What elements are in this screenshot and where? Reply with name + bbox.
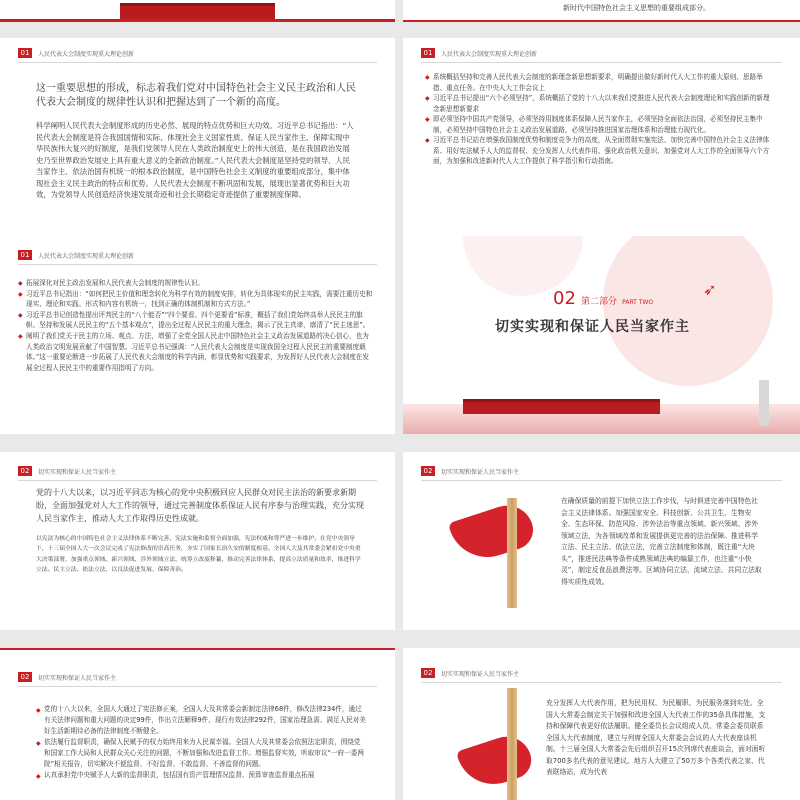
body-text: 充分发挥人大代表作用，把为民用权、为民履职、为民服务落到实处。全国人大常委会制定关于加强和改进全国人大代表工作的35条具体措施，支持和保障代表更好依法履职。健全委员长会议组成人员、常委会委员联系全国人大代表制度，建立与列席全国人大常委会会议的人大代表座谈机制。十三届全国人大常委会先后组织召开15次列席代表座谈会，面对面听取700多名代表的意见建议。地方人大建立了50万多个各类代表之家、代表联络站，成为代表 [546,699,766,776]
slide-d [403,236,800,434]
slide-top-left [0,0,395,22]
slide-header [421,48,537,58]
slide-b [403,38,800,258]
list-item: ◆ 拓展深化对民主政治发展和人民代表大会制度的规律性认识。 [18,278,374,289]
header-rule [18,264,377,265]
huabiao-pillar [507,688,517,800]
red-flag-graphic [456,730,536,793]
section-title: 人民代表大会制度实现重大理论创新 [38,252,135,260]
section-number: 02 [421,466,435,476]
part-title: 切实实现和保证人民当家作主 [495,319,690,335]
list-item: ◆ 习近平总书记站在增强我国制度优势和制度竞争力的高度，从全面贯彻实施宪法、加快完善中国特色社会主义法律体系、用好宪法赋予人大的监督权、充分发挥人大代表作用、强化政治机关意识、加强党对人大工作的全面领导六个方面，为加强和改进新时代人大工作提供了科学指引和行动指南。 [425,135,775,167]
section-number: 01 [18,48,32,58]
bottom-rule [0,19,395,22]
slide-header [421,668,519,678]
section-number: 02 [421,668,435,678]
red-flag-graphic [448,499,538,567]
slide-c [0,236,395,434]
slide-header [18,48,134,58]
list-item: ◆ 认真承担党中央赋予人大新的监督职责，包括国有资产管理情况监督、预算审查监督重点拓展 [36,770,366,781]
bird-icon: ➶ [703,280,717,299]
section-title: 人民代表大会制度实现重大理论创新 [441,50,538,58]
slide-h [403,648,800,800]
part-english: PART TWO [622,299,654,306]
body-text: 在确保质量的前提下加快立法工作步伐，与时俱进完善中国特色社会主义法律体系。加强国家安全、科技创新、公共卫生、生物安全、生态环保、防范风险、涉外法治等重点领域、新兴领域、涉外领域立法，为各领域改革和发展提供更完善的法治保障。推进科学立法、民主立法、依法立法，完善立法制度和体制，既注重“大块头”，推进民法典等条件成熟领域法典的编纂工作，也注重“小快灵”，制定反食品浪费法等。区域协同立法、流域立法、共同立法取得实质性成效。 [561,497,762,586]
slide-top-right [403,0,800,22]
header-rule [421,682,782,683]
section-title: 切实实现和保证人民当家作主 [441,468,520,476]
slide-header [18,466,116,476]
part-label: 第二部分 [581,297,618,307]
lead-text: 党的十八大以来，以习近平同志为核心的党中央积极回应人民群众对民主法治的新要求新期盼，全面加强党对人大工作的领导，通过完善制度体系保证人民有序参与治理实践，充分实现人民当家作主，推动人大工作取得历史性成就。 [36,488,364,523]
section-number: 01 [421,48,435,58]
bullet-list [36,704,366,781]
section-number: 02 [18,672,32,682]
header-rule [18,480,377,481]
section-title: 切实实现和保证人民当家作主 [38,468,117,476]
tiananmen-gate-graphic [463,399,660,414]
body-text: 以宪法为核心的中国特色社会主义法律体系不断完善，宪法实施和监督全面加强，宪法权威和尊严进一步维护。在党中央领导下，十三届全国人大一次会议完成了宪法修改的崇高任务，夯实了国家长治久安的制度根基。全国人大及其常委会紧扣党中央重大决策部署，加强重点领域、新兴领域、涉外领域立法，统筹立改废释纂，推动完善法律体系，提高立法质量和效率，推进科学立法、民主立法、依法立法，以良法促进发展、保障善治。 [36,536,361,573]
list-item: ◆ 习近平总书记提出“六个必须坚持”，系统概括了党的十八大以来我们党推进人民代表大会制度理论和实践创新的新理念新思想新要求 [425,93,775,114]
list-item: ◆ 依法履行监督职责，确保人民赋予的权力始终用来为人民谋幸福。全国人大及其常委会依照法定职责，围绕党和国家工作大局和人民群众关心关注的问题，不断加强和改进监督工作。增强监督实效，听取审议“一府一委两院”相关报告，切实解决不便监督、不好监督、不敢监督、不善监督的问题。 [36,737,366,770]
decor-circle [463,236,583,296]
slide-a [0,38,395,258]
section-number: 02 [18,466,32,476]
list-item: ◆ 阐明了我们党关于民主的立场、观点、方法，增强了全党全国人民走中国特色社会主义政治发展道路的决心信心，也为人类政治文明发展贡献了中国智慧。习近平总书记强调：“人民代表大会制度是实现我国全过程人民民主的重要制度载体。”这一重要论断进一步拓展了人民代表大会制度的科学内涵，彰显优势和实践要求，为发挥好人民代表大会制度在发展全过程人民民主中的重要作用指明了方向。 [18,331,374,373]
part-number: 02 [553,288,576,309]
top-rule [0,648,395,650]
list-item: ◆ 党的十八大以来，全国人大通过了宪法修正案，全国人大及其常委会新制定法律68件，修改法律234件，通过有关法律问题和重大问题的决定99件，作出立法解释9件，现行有效法律292件，国家治理急需、满足人民对美好生活新期待必备的法律制度不断健全。 [36,704,366,737]
slide-header [18,250,134,260]
bullet-list [425,72,775,167]
section-title: 人民代表大会制度实现重大理论创新 [38,50,135,58]
slide-g [0,648,395,800]
header-rule [421,480,782,481]
part-heading [553,288,653,309]
lead-text: 这一重要思想的形成，标志着我们党对中国特色社会主义民主政治和人民代表大会制度的规律性认识和把握达到了一个新的高度。 [36,83,356,108]
slide-header [421,466,519,476]
section-title: 切实实现和保证人民当家作主 [441,670,520,678]
slide-header [18,672,116,682]
slide-e [0,452,395,630]
slide-text: 新时代中国特色社会主义思想的重要组成部分。 [563,4,710,12]
header-rule [421,62,782,63]
bullet-list [18,278,374,373]
header-rule [18,62,377,63]
huabiao-pillar [759,380,769,426]
list-item: ◆ 系统概括坚持和完善人民代表大会制度的新理念新思想新要求，明确提出做好新时代人大工作的重大原则、思路举措、重点任务。在中央人大工作会议上 [425,72,775,93]
body-text: 科学阐明人民代表大会制度形成的历史必然、展现的特点优势和巨大功效。习近平总书记指出：“人民代表大会制度是符合我国国情和实际、体现社会主义国家性质、保证人民当家作主、保障实现中华民族伟大复兴的好制度，是我们党领导人民在人类政治制度史上的伟大创造，是在我国政治发展史乃至世界政治发展史上具有重大意义的全新政治制度。”人民代表大会制度是坚持党的领导、人民当家作主、依法治国有机统一的根本政治制度，是中国特色社会主义制度的重要组成部分，集中体现社会主义民主政治的特点和优势。人民代表大会制度不断巩固和发展，展现出显著优势和巨大功效，为党领导人民创造经济快速发展奇迹和社会长期稳定奇迹提供了重要制度保障。 [36,121,354,199]
bottom-rule [403,20,800,22]
header-rule [18,686,377,687]
list-item: ◆ 即必须坚持中国共产党领导，必须坚持用制度体系保障人民当家作主，必须坚持全面依法治国，必须坚持民主集中制，必须坚持中国特色社会主义政治发展道路，必须坚持推进国家治理体系和治理能力现代化。 [425,114,775,135]
slide-f [403,452,800,630]
list-item: ◆ 习近平总书记创造性提出评判民主的“八个能否”“四个要看、四个更要看”标准，概括了我们党始终高举人民民主的旗帜、坚持和发展人民民主的“五个基本观点”，提出全过程人民民主的重大理念，揭示了民主真谛，廓清了“民主迷思”。 [18,310,374,331]
list-item: ◆ 习近平总书记指出：“如何把民主价值和理念转化为科学有效的制度安排，转化为具体现实的民主实践，需要注重历史和现实、理论和实践、形式和内容有机统一，找到正确的体制机制和方式方法。” [18,289,374,310]
section-number: 01 [18,250,32,260]
decor-circle [603,236,773,386]
huabiao-pillar [507,498,517,608]
section-title: 切实实现和保证人民当家作主 [38,674,117,682]
